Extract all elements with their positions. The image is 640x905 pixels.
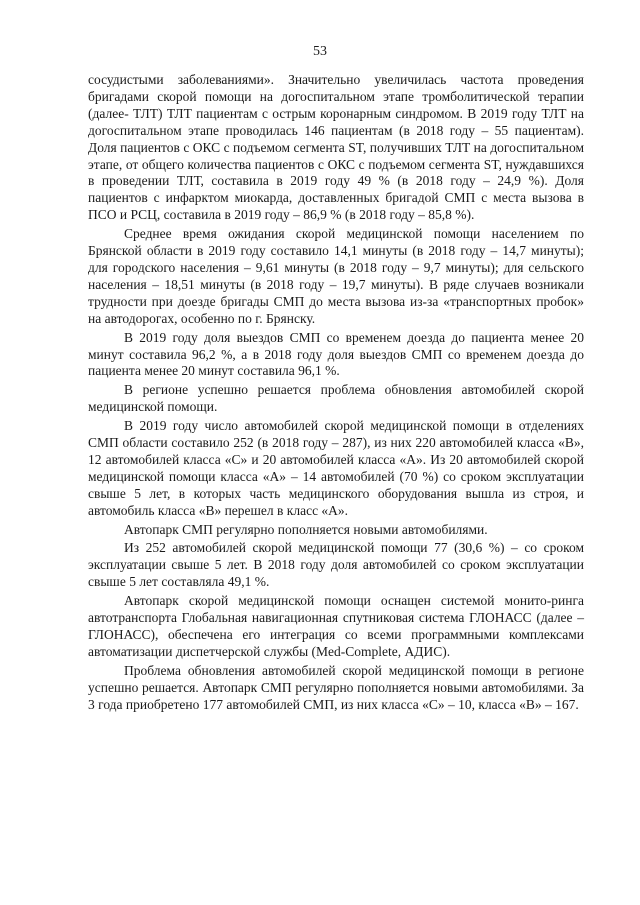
paragraph-waiting-time: Среднее время ожидания скорой медицинской помощи населением по Брянской области в 2019 году составило 14,1 минуты (в 2018 году – 14,7 минуты); для городского населения – 9,61 минуты (в 2018 году – 9,7 минуты); для сельского населения – 18,51 минуты (в 2018 году – 19,7 минуты). В ряде случаев возникали трудности при доезде бригады СМП до места вызова из-за «транспортных пробок» на автодорогах, особенно по г. Брянску. [88,226,584,326]
paragraph-conclusion: Проблема обновления автомобилей скорой медицинской помощи в регионе успешно решается. Автопарк СМП регулярно пополняется новыми автомобилями. За 3 года приобретено 177 автомобилей СМП, из них класса «С» – 10, класса «В» – 167. [88,662,584,712]
document-body [88,72,584,716]
paragraph-fleet-renewal: В регионе успешно решается проблема обновления автомобилей скорой медицинской помощи. [88,382,584,415]
paragraph-thrombolysis: сосудистыми заболеваниями». Значительно увеличилась частота проведения бригадами скорой помощи на догоспитальном этапе тромболитической терапии (далее- ТЛТ) ТЛТ пациентам с острым коронарным синдромом. В 2019 году ТЛТ на догоспитальном этапе проводилась 146 пациентам (в 2018 году – 55 пациентам). Доля пациентов с ОКС с подъемом сегмента ST, получивших ТЛТ на догоспитальном этапе, от общего количества пациентов с ОКС с подъемом сегмента ST, нуждавшихся в проведении ТЛТ, составила в 2019 году 49 % (в 2018 году – 24,9 %). Доля пациентов с инфарктом миокарда, доставленных бригадой СМП с места вызова в ПСО и РСЦ, составила в 2019 году – 86,9 % (в 2018 году – 85,8 %). [88,72,584,223]
paragraph-glonass: Автопарк скорой медицинской помощи оснащен системой монито-ринга автотранспорта Глобальная навигационная спутниковая система ГЛОНАСС (далее – ГЛОНАСС), обеспечена его интеграция со всеми программными комплексами автоматизации диспетчерской службы (Med-Complete, АДИС). [88,593,584,659]
paragraph-fleet-replenished: Автопарк СМП регулярно пополняется новыми автомобилями. [124,521,488,537]
paragraph-fleet-count: В 2019 году число автомобилей скорой медицинской помощи в отделениях СМП области составило 252 (в 2018 году – 287), из них 220 автомобилей класса «В», 12 автомобилей класса «С» и 20 автомобилей класса «А». Из 20 автомобилей скорой медицинской помощи класса «А» – 14 автомобилей (70 %) со сроком эксплуатации свыше 5 лет, в которых часть медицинского оборудования вышла из строя, и автомобиль класса «В» перешел в класс «А». [88,418,584,518]
page-number: 53 [313,44,327,59]
paragraph-fleet-age: Из 252 автомобилей скорой медицинской помощи 77 (30,6 %) – со сроком эксплуатации свыше 5 лет. В 2018 году доля автомобилей со сроком эксплуатации свыше 5 лет составляла 49,1 %. [88,540,584,590]
paragraph-arrival-share: В 2019 году доля выездов СМП со временем доезда до пациента менее 20 минут составила 96,2 %, а в 2018 году доля выездов СМП со временем доезда до пациента менее 20 минут составила 96,1 %. [88,329,584,379]
